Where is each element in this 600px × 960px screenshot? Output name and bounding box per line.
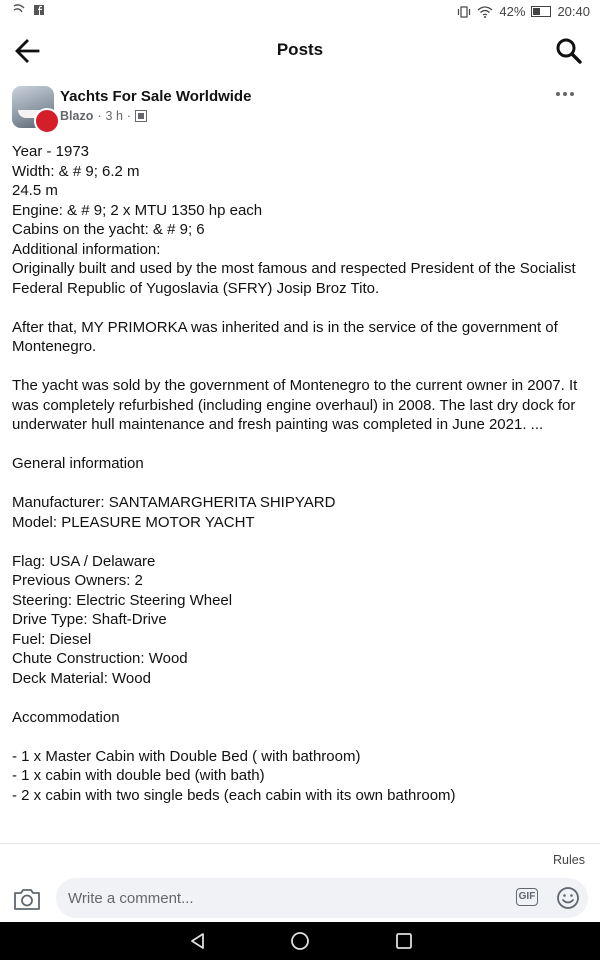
page-title: Posts bbox=[276, 40, 324, 59]
wifi-icon bbox=[477, 6, 493, 18]
status-bar bbox=[0, 0, 600, 24]
app-bar bbox=[0, 24, 600, 78]
post-line: - 2 x cabin with two single beds (each cabin with its own bathroom) bbox=[12, 786, 456, 804]
status-right-icons bbox=[457, 4, 590, 19]
more-options-button[interactable] bbox=[552, 86, 578, 106]
camera-icon bbox=[12, 885, 42, 913]
circle-home-icon bbox=[290, 931, 310, 951]
post-line: - 1 x Master Cabin with Double Bed ( with bathroom) bbox=[12, 747, 361, 765]
emoji-button[interactable] bbox=[556, 886, 580, 910]
square-recents-icon bbox=[395, 932, 413, 950]
audience-icon bbox=[135, 110, 147, 122]
post-line: Flag: USA / Delaware bbox=[12, 552, 156, 570]
triangle-back-icon bbox=[188, 931, 208, 951]
nav-home-button[interactable] bbox=[290, 931, 310, 951]
post-line: - 1 x cabin with double bed (with bath) bbox=[12, 767, 265, 784]
comment-input[interactable] bbox=[56, 878, 588, 918]
post-line: Year - 1973 bbox=[12, 143, 90, 160]
status-left-icons bbox=[12, 4, 44, 16]
search-icon bbox=[552, 34, 586, 68]
blank-line bbox=[12, 474, 590, 494]
battery-percent: 42% bbox=[499, 4, 526, 19]
notification-icon bbox=[12, 4, 26, 16]
post-paragraph: Originally built and used by the most famous and respected President of the Socialist Federal Republic of Yugoslavia (SFRY) Josip Broz Tito. bbox=[12, 260, 576, 297]
blank-line bbox=[12, 357, 590, 377]
post-line: Additional information: bbox=[12, 240, 161, 258]
post-paragraph: The yacht was sold by the government of Montenegro to the current owner in 2007. It was completely refurbished (including engine overhaul) in 2008. The last dry dock for underwater hull maintenance and fresh painting was completed in June 2021. ... bbox=[12, 377, 578, 433]
nav-back-button[interactable] bbox=[188, 931, 208, 951]
facebook-icon bbox=[34, 5, 44, 15]
blank-line bbox=[12, 298, 590, 318]
vibrate-icon bbox=[457, 6, 471, 18]
blank-line bbox=[12, 727, 590, 747]
author-avatar[interactable] bbox=[34, 108, 60, 134]
comment-composer bbox=[0, 876, 600, 922]
emoji-icon bbox=[556, 886, 580, 910]
post-time[interactable]: 3 h bbox=[105, 109, 123, 123]
more-horizontal-icon bbox=[555, 91, 575, 97]
post-line: General information bbox=[12, 455, 144, 472]
post-line: Model: PLEASURE MOTOR YACHT bbox=[12, 513, 255, 531]
post-text bbox=[12, 142, 590, 805]
post-line: 24.5 m bbox=[12, 182, 58, 199]
divider bbox=[0, 843, 600, 844]
post-line: Accommodation bbox=[12, 708, 120, 726]
post-author[interactable]: Blazo bbox=[60, 109, 94, 123]
post-line: Manufacturer: SANTAMARGHERITA SHIPYARD bbox=[12, 494, 336, 511]
page-name[interactable]: Yachts For Sale Worldwide bbox=[60, 88, 252, 105]
meta-separator: · bbox=[126, 109, 132, 123]
post-line: Fuel: Diesel bbox=[12, 630, 92, 648]
nav-recents-button[interactable] bbox=[395, 932, 413, 950]
post-line: Width: & # 9; 6.2 m bbox=[12, 162, 140, 180]
post-meta bbox=[60, 109, 147, 123]
post-line: Drive Type: Shaft-Drive bbox=[12, 611, 167, 628]
post-line: Engine: & # 9; 2 x MTU 1350 hp each bbox=[12, 201, 263, 219]
blank-line bbox=[12, 688, 590, 708]
post-line: Cabins on the yacht: & # 9; 6 bbox=[12, 221, 205, 238]
gif-button[interactable]: GIF bbox=[516, 888, 538, 906]
meta-separator: · bbox=[97, 109, 102, 123]
post-header bbox=[12, 86, 588, 132]
blank-line bbox=[12, 435, 590, 455]
post-line: Steering: Electric Steering Wheel bbox=[12, 591, 233, 609]
post-line: Chute Construction: Wood bbox=[12, 650, 188, 667]
camera-button[interactable] bbox=[12, 885, 42, 913]
blank-line bbox=[12, 532, 590, 552]
post-line: Previous Owners: 2 bbox=[12, 572, 143, 589]
post-paragraph: After that, MY PRIMORKA was inherited and is in the service of the government of Montenegro. bbox=[12, 318, 558, 355]
search-button[interactable] bbox=[552, 34, 586, 68]
post-line: Deck Material: Wood bbox=[12, 669, 151, 687]
battery-icon bbox=[531, 6, 551, 17]
system-navigation-bar bbox=[0, 922, 600, 960]
rules-link[interactable]: Rules bbox=[553, 853, 585, 867]
clock: 20:40 bbox=[557, 4, 590, 19]
